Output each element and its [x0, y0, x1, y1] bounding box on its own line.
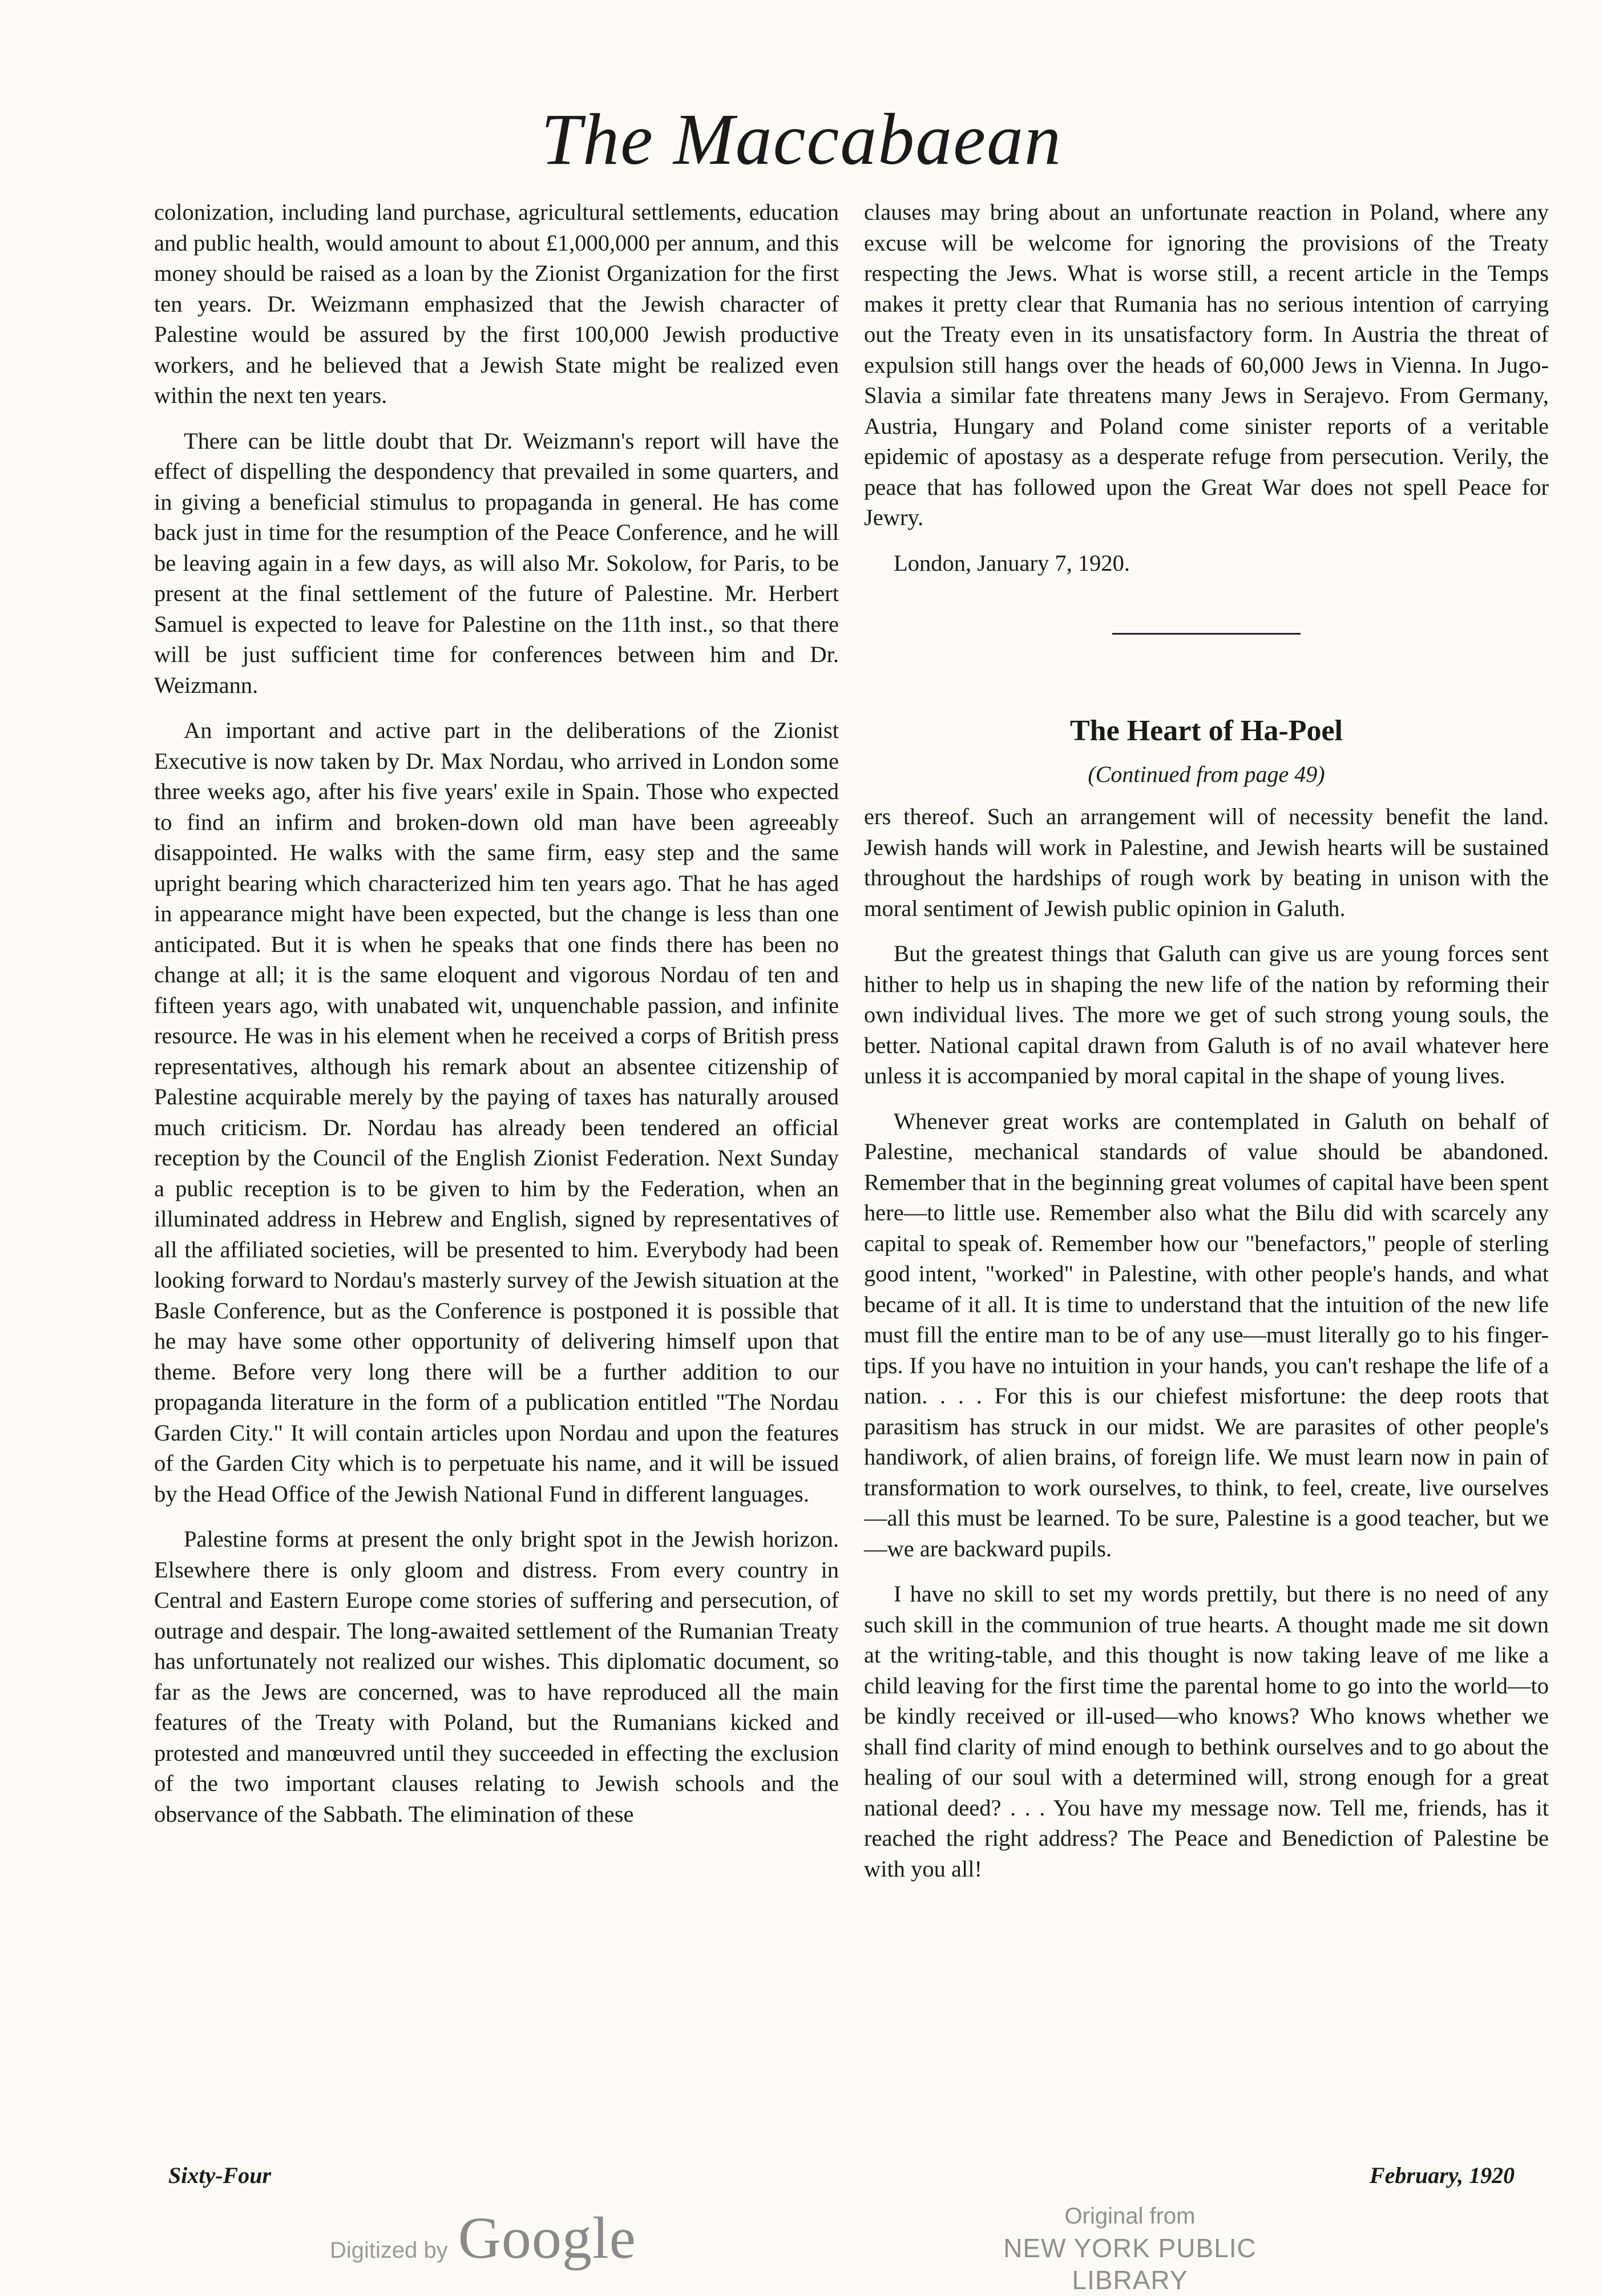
right-column	[864, 197, 1549, 1899]
section-divider	[1112, 633, 1301, 635]
masthead-title: The Maccabaean	[540, 99, 1063, 180]
issue-date: February, 1920	[1370, 2162, 1515, 2188]
digitized-watermark	[330, 2204, 636, 2272]
paragraph: colonization, including land purchase, agricultural settlements, education and public health, would amount to about £1,000,000 per annum, and this money should be raised as a loan by the Zionist Organization for the first ten years. Dr. Weizmann emphasized that the Jewish character of Palestine would be assured by the first 100,000 Jewish productive workers, and he believed that a Jewish State might be realized even within the next ten years.	[154, 199, 839, 408]
paragraph: Palestine forms at present the only bright spot in the Jewish horizon. Elsewhere there is only gloom and distress. From every country in Central and Eastern Europe come stories of suffering and persecution, of outrage and despair. The long-awaited settlement of the Rumanian Treaty has unfortunately not realized our wishes. This diplomatic document, so far as the Jews are concerned, was to have reproduced all the main features of the Treaty with Poland, but the Rumanians kicked and protested and manœuvred until they succeeded in effecting the exclusion of the two important clauses relating to Jewish schools and the observance of the Sabbath. The elimination of these	[154, 1526, 839, 1827]
library-watermark	[959, 2200, 1301, 2296]
google-logo: Google	[458, 2205, 636, 2271]
library-name: NEW YORK PUBLIC LIBRARY	[1003, 2233, 1257, 2295]
paragraph: Whenever great works are contemplated in Galuth on behalf of Palestine, mechanical standards of value should be abandoned. Remember that in the beginning great volumes of capital have been spent here—to little use. Remember also what the Bilu did with scarcely any capital to speak of. Remember how our "benefactors," people of sterling good intent, "worked" in Palestine, with other people's hands, and what became of it all. It is time to understand that the intuition of the new life must fill the entire man to be of any use—must literally go to his finger-tips. If you have no intuition in your hands, you can't reshape the life of a nation. . . . For this is our chiefest misfortune: the deep roots that parasitism has struck in our midst. We are parasites of other people's handiwork, of alien brains, of foreign life. We must learn now in pain of transformation to work ourselves, to think, to feel, create, live ourselves—all this must be learned. To be sure, Palestine is a good teacher, but we—we are backward pupils.	[864, 1108, 1549, 1561]
original-from-label: Original from	[1064, 2204, 1196, 2229]
dateline: London, January 7, 1920.	[894, 550, 1130, 576]
paragraph: An important and active part in the deliberations of the Zionist Executive is now taken by Dr. Max Nordau, who arrived in London some three weeks ago, after his five years' exile in Spain. Those who expected to find an infirm and broken-down old man have been agreeably disappointed. He walks with the same firm, easy step and the same upright bearing which characterized him ten years ago. That he has aged in appearance might have been expected, but the change is less than one anticipated. But it is when he speaks that one finds there has been no change at all; it is the same eloquent and vigorous Nordau of ten and fifteen years ago, with unabated wit, unquenchable passion, and infinite resource. He was in his element when he received a corps of British press representatives, although his remark about an absentee citizenship of Palestine acquirable merely by the paying of taxes has naturally aroused much criticism. Dr. Nordau has already been tendered an official reception by the Council of the English Zionist Federation. Next Sunday a public reception is to be given to him by the Federation, when an illuminated address in Hebrew and English, signed by representatives of all the affiliated societies, will be presented to him. Everybody had been looking forward to Nordau's masterly survey of the Jewish situation at the Basle Conference, but as the Conference is postponed it is possible that he may have some other opportunity of delivering himself upon that theme. Before very long there will be a further addition to our propaganda literature in the form of a publication entitled "The Nordau Garden City." It will contain articles upon Nordau and upon the features of the Garden City which is to perpetuate his name, and it will be issued by the Head Office of the Jewish National Fund in different languages.	[154, 717, 839, 1507]
article-subtitle: (Continued from page 49)	[1088, 761, 1325, 787]
left-column	[154, 197, 839, 1844]
paragraph: I have no skill to set my words prettily, but there is no need of any such skill in the communion of true hearts. A thought made me sit down at the writing-table, and this thought is now taking leave of me like a child leaving for the first time the parental home to go into the world—to be kindly received or ill-used—who knows? Who knows whether we shall find clarity of mind enough to bethink ourselves and to go about the healing of our soul with a determined will, strong enough for a great national deed? . . . You have my message now. Tell me, friends, has it reached the right address? The Peace and Benediction of Palestine be with you all!	[864, 1581, 1549, 1882]
digitized-label: Digitized by	[330, 2238, 448, 2263]
paragraph: clauses may bring about an unfortunate reaction in Poland, where any excuse will be welcome for ignoring the provisions of the Treaty respecting the Jews. What is worse still, a recent article in the Temps makes it pretty clear that Rumania has no serious intention of carrying out the Treaty even in its unsatisfactory form. In Austria the threat of expulsion still hangs over the heads of 60,000 Jews in Vienna. In Jugo-Slavia a similar fate threatens many Jews in Serajevo. From Germany, Austria, Hungary and Poland come sinister reports of a veritable epidemic of apostasy as a desperate refuge from persecution. Verily, the peace that has followed upon the Great War does not spell Peace for Jewry.	[864, 199, 1549, 530]
paragraph: ers thereof. Such an arrangement will of necessity benefit the land. Jewish hands will work in Palestine, and Jewish hearts will be sustained throughout the hardships of rough work by beating in unison with the moral sentiment of Jewish public opinion in Galuth.	[864, 804, 1549, 921]
article-title: The Heart of Ha-Poel	[1070, 715, 1343, 747]
page-number: Sixty-Four	[168, 2162, 272, 2188]
paragraph: But the greatest things that Galuth can give us are young forces sent hither to help us in shaping the new life of the nation by reforming their own individual lives. The more we get of such strong young souls, the better. National capital drawn from Galuth is of no avail whatever here unless it is accompanied by moral capital in the shape of young lives.	[864, 941, 1549, 1088]
paragraph: There can be little doubt that Dr. Weizmann's report will have the effect of dispelling the despondency that prevailed in some quarters, and in giving a beneficial stimulus to propaganda in general. He has come back just in time for the resumption of the Peace Conference, and he will be leaving again in a few days, as will also Mr. Sokolow, for Paris, to be present at the final settlement of the future of Palestine. Mr. Herbert Samuel is expected to leave for Palestine on the 11th inst., so that there will be just sufficient time for conferences between him and Dr. Weizmann.	[154, 427, 839, 698]
